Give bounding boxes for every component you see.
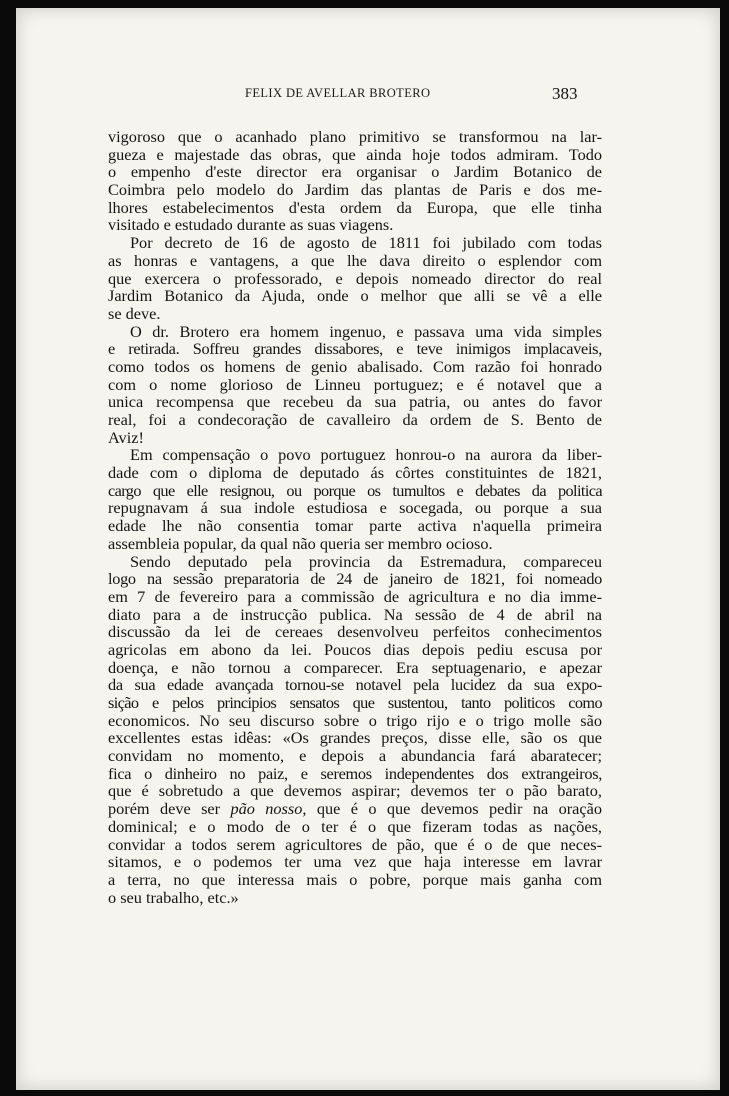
text-line: o empenho d'este director era organisar o Jardim Botanico de (108, 162, 602, 182)
text-line: diato para a de instrucção publica. Na sessão de 4 de abril na (108, 604, 602, 624)
paragraph (108, 323, 602, 447)
text-line: Em compensação o povo portuguez honrou-o na aurora da liber- (130, 445, 602, 465)
text-line: Sendo deputado pela provincia da Estremadura, compareceu (130, 551, 602, 571)
text-line: discussão da lei de cereaes desenvolveu perfeitos conhecimentos (108, 622, 602, 642)
text-line: sição e pelos principios sensatos que sustentou, tanto politicos como (108, 693, 602, 712)
text-line: repugnavam á sua indole estudiosa e socegada, ou porque a sua (108, 498, 602, 518)
text-line: logo na sessão preparatoria de 24 de janeiro de 1821, foi nomeado (108, 569, 602, 589)
text-line: fica o dinheiro no paiz, e seremos independentes dos extrangeiros, (108, 763, 602, 783)
text-line: Jardim Botanico da Ajuda, onde o melhor que alli se vê a elle (108, 286, 602, 306)
text-line: real, foi a condecoração de cavalleiro da ordem de S. Bento de (108, 410, 602, 429)
text-run: porém deve ser (108, 799, 231, 819)
paragraph (108, 553, 602, 907)
text-line: dade com o diploma de deputado ás côrtes constituintes de 1821, (108, 463, 602, 483)
text-line: unica recompensa que recebeu da sua patria, ou antes do favor (108, 392, 602, 412)
text-line: Aviz! (108, 427, 144, 447)
paragraph (108, 446, 602, 552)
text-line: doença, e não tornou a comparecer. Era septuagenario, e apezar (108, 657, 602, 677)
text-line (108, 800, 602, 818)
paragraph (108, 128, 602, 234)
text-line: vigoroso que o acanhado plano primitivo se transformou na lar- (108, 127, 602, 146)
text-line: edade lhe não consentia tomar parte activa n'aquella primeira (108, 516, 602, 536)
text-line: visitado e estudado durante as suas viagens. (108, 215, 394, 235)
text-line: sitamos, e o podemos ter uma vez que haja interesse em lavrar (108, 852, 602, 872)
text-line: como todos os homens de genio abalisado. Com razão foi honrado (108, 356, 602, 376)
text-line: O dr. Brotero era homem ingenuo, e passava uma vida simples (130, 321, 602, 341)
text-line: agricolas em abono da lei. Poucos dias depois pediu escusa por (108, 639, 602, 659)
running-title: FELIX DE AVELLAR BROTERO (245, 86, 431, 100)
text-line: lhores estabelecimentos d'esta ordem da Europa, que elle tinha (108, 197, 602, 217)
text-line: assembleia popular, da qual não queria ser membro ocioso. (108, 533, 493, 553)
text-line: que é sobretudo a que devemos aspirar; devemos ter o pão barato, (108, 781, 602, 801)
page-number: 383 (552, 84, 578, 103)
text-line: convidam no momento, e depois a abundancia fará abaratecer; (108, 746, 602, 766)
text-line: economicos. No seu discurso sobre o trigo rijo e o trigo molle são (108, 710, 602, 730)
text-line: com o nome glorioso de Linneu portuguez; e é notavel que a (108, 374, 602, 394)
text-line: a terra, no que interessa mais o pobre, porque mais ganha com (108, 869, 602, 889)
text-line: Por decreto de 16 de agosto de 1811 foi jubilado com todas (130, 233, 602, 253)
paragraph (108, 234, 602, 322)
text-line: convidar a todos serem agricultores de pão, que é o de que neces- (108, 834, 602, 854)
text-line: gueza e majestade das obras, que ainda hoje todos admiram. Todo (108, 144, 602, 164)
text-line: e retirada. Soffreu grandes dissabores, e teve inimigos implacaveis, (108, 339, 602, 359)
page-header (16, 86, 720, 106)
book-page (16, 8, 720, 1090)
text-line: cargo que elle resignou, ou porque os tumultos e debates da politica (108, 480, 602, 500)
text-line: se deve. (108, 303, 161, 323)
italic-phrase: pão nosso, (230, 799, 307, 819)
text-line: Coimbra pelo modelo do Jardim das plantas de Paris e dos me- (108, 180, 602, 200)
text-line: da sua edade avançada tornou-se notavel pela lucidez da sua expo- (108, 675, 602, 695)
text-line: excellentes estas idêas: «Os grandes preços, disse elle, são os que (108, 728, 602, 748)
text-line: o seu trabalho, etc.» (108, 887, 239, 907)
text-line: dominical; e o modo de o ter é o que fizeram todas as nações, (108, 816, 602, 836)
text-line: as honras e vantagens, a que lhe dava direito o esplendor com (108, 250, 602, 270)
text-run: que é o que devemos pedir na oração (306, 799, 602, 819)
text-line: que exercera o professorado, e depois nomeado director do real (108, 268, 602, 288)
body-text (108, 128, 602, 906)
text-line: em 7 de fevereiro para a commissão de agricultura e no dia imme- (108, 586, 602, 606)
